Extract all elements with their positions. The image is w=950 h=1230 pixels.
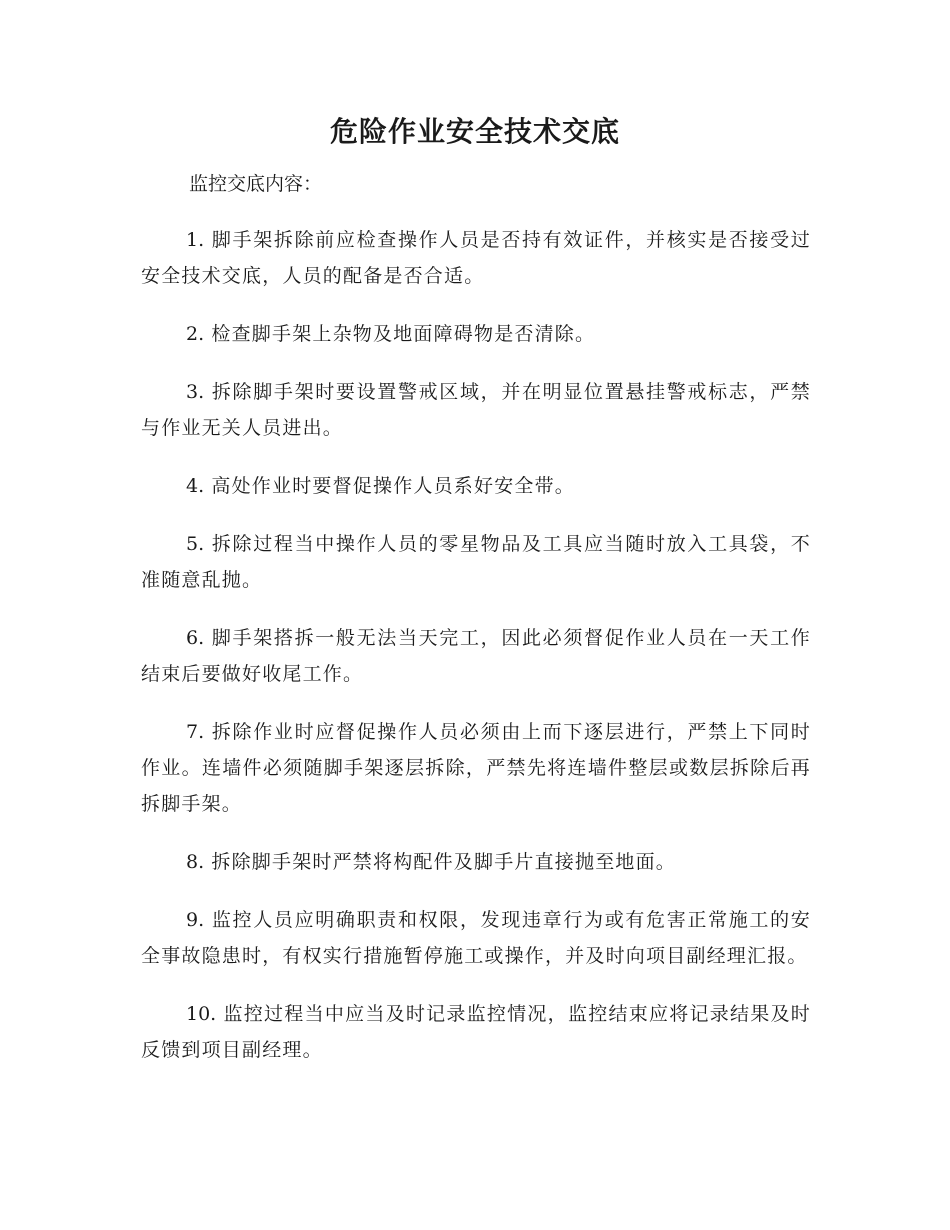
item-text: 拆除作业时应督促操作人员必须由上而下逐层进行，严禁上下同时作业。连墙件必须随脚手架逐层拆除，严禁先将连墙件整层或数层拆除后再拆脚手架。 [141, 721, 811, 815]
document-title: 危险作业安全技术交底 [329, 115, 620, 148]
item-text: 脚手架搭拆一般无法当天完工，因此必须督促作业人员在一天工作结束后要做好收尾工作。 [141, 627, 811, 685]
item-number: 2. [186, 323, 205, 345]
item-number: 6. [186, 627, 205, 649]
document-body [141, 168, 811, 1068]
item-number: 9. [186, 909, 205, 931]
item-number: 8. [186, 851, 205, 873]
item-number: 5. [186, 533, 205, 555]
list-item [141, 222, 811, 294]
item-text: 拆除脚手架时要设置警戒区域，并在明显位置悬挂警戒标志，严禁与作业无关人员进出。 [141, 381, 811, 439]
list-item [141, 902, 811, 974]
item-number: 1. [186, 229, 205, 251]
list-item [141, 374, 811, 446]
item-text: 高处作业时要督促操作人员系好安全带。 [211, 475, 575, 497]
list-item [141, 996, 811, 1068]
list-item [141, 526, 811, 598]
item-text: 拆除过程当中操作人员的零星物品及工具应当随时放入工具袋，不准随意乱抛。 [141, 533, 811, 591]
item-number: 4. [186, 475, 205, 497]
item-text: 监控过程当中应当及时记录监控情况，监控结束应将记录结果及时反馈到项目副经理。 [141, 1003, 811, 1061]
item-number: 10. [186, 1003, 217, 1025]
item-text: 脚手架拆除前应检查操作人员是否持有效证件，并核实是否接受过安全技术交底，人员的配备是否合适。 [141, 229, 811, 287]
list-item [141, 468, 811, 504]
list-item [141, 316, 811, 352]
item-text: 监控人员应明确职责和权限，发现违章行为或有危害正常施工的安全事故隐患时，有权实行措施暂停施工或操作，并及时向项目副经理汇报。 [141, 909, 811, 967]
item-text: 检查脚手架上杂物及地面障碍物是否清除。 [211, 323, 596, 345]
list-item [141, 714, 811, 822]
intro-line: 监控交底内容： [189, 173, 323, 195]
item-number: 7. [186, 721, 205, 743]
item-text: 拆除脚手架时严禁将构配件及脚手片直接抛至地面。 [211, 851, 676, 873]
list-item [141, 620, 811, 692]
item-number: 3. [186, 381, 205, 403]
list-item [141, 844, 811, 880]
